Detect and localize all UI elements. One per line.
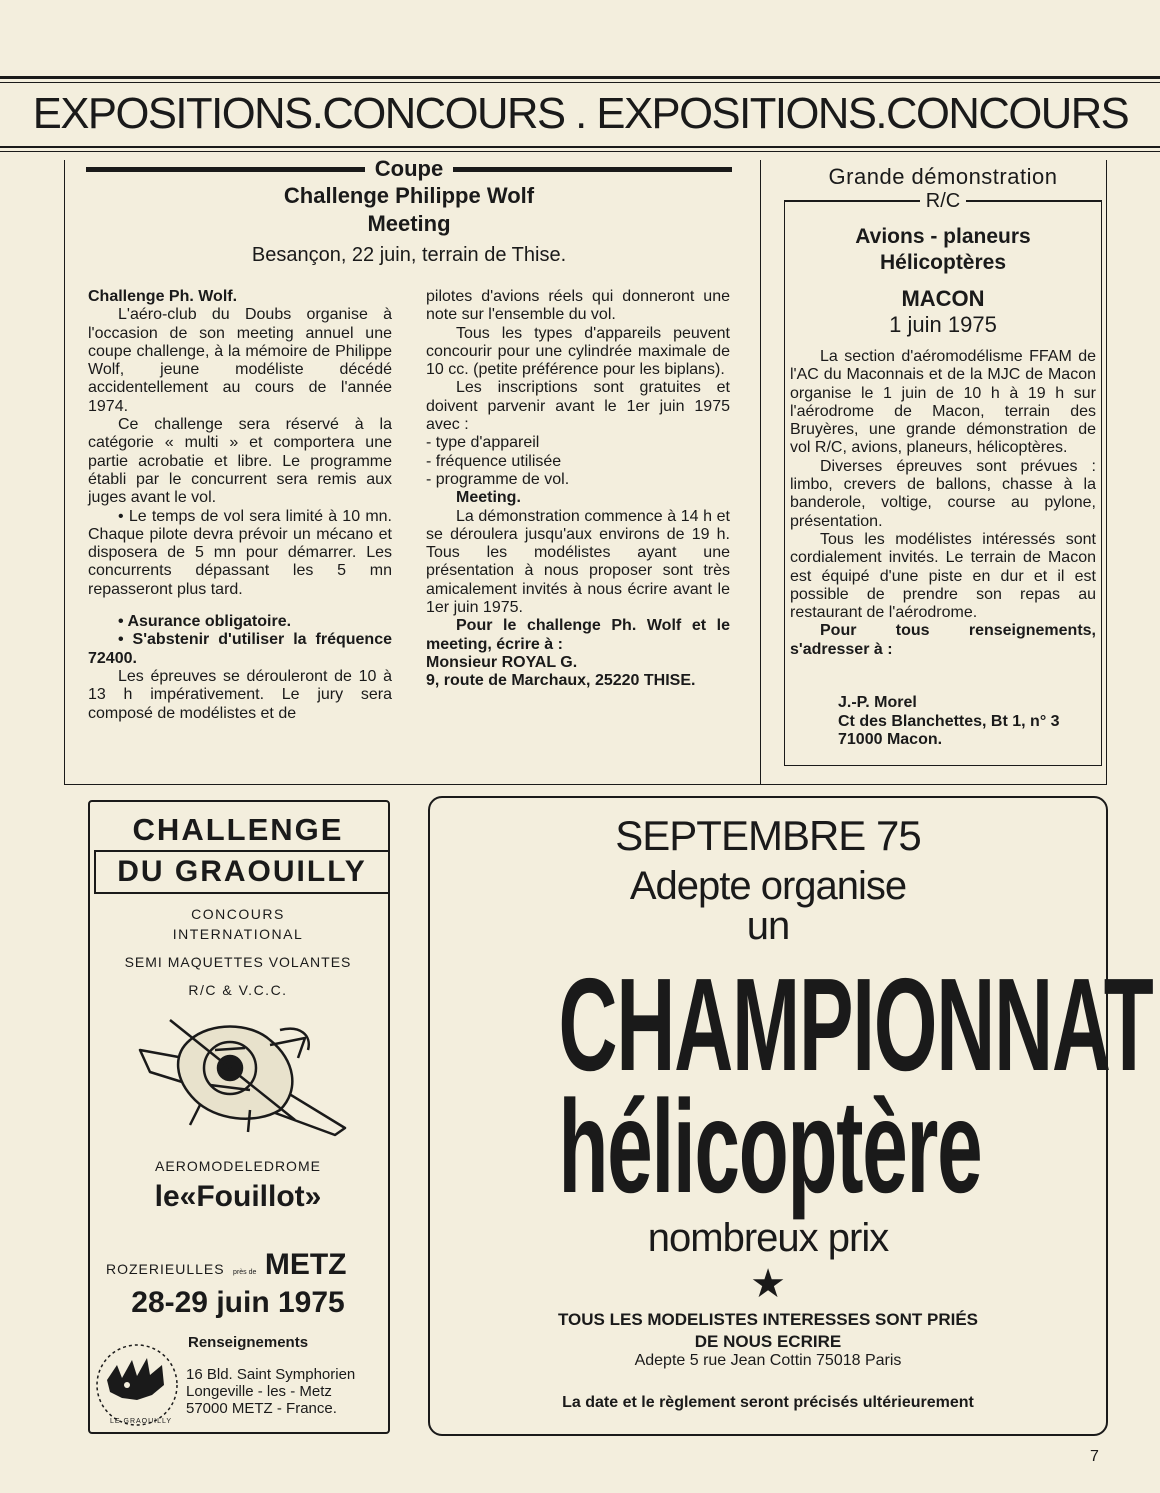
paragraph: Tous les modélistes intéressés sont cordialement invités. Le terrain de Macon est équipé d'une piste en dur et il est possible de prendre son repas au restaurant de l'aérodrome. — [790, 530, 1096, 622]
graouilly-logo-caption: LE GRAOUILLY — [110, 1418, 173, 1425]
macon-rc: R/C — [925, 189, 961, 212]
paragraph: La démonstration commence à 14 h et se déroulera jusqu'aux environs de 19 h. Tous les modélistes ayant une présentation à nous proposer sont très amicalement invités à nous écrire avant le 1er juin 1975. — [426, 507, 730, 617]
heading-bar-left — [86, 167, 365, 172]
paragraph: • Asurance obligatoire. — [118, 613, 292, 631]
wolf-column-right — [426, 288, 730, 691]
macon-box-right — [1101, 200, 1102, 766]
graouilly-title-challenge: CHALLENGE — [132, 812, 344, 847]
section-rule-horizontal — [64, 784, 1107, 785]
graouilly-venue: AEROMODELEDROME — [155, 1158, 321, 1174]
adepte-tous: TOUS LES MODELISTES INTERESSES SONT PRIÉS — [557, 1310, 979, 1329]
macon-body — [790, 348, 1096, 659]
graouilly-address — [186, 1366, 355, 1417]
heading-bar-right — [453, 167, 732, 172]
adepte-organise: Adepte organise — [629, 864, 907, 908]
adepte-address: Adepte 5 rue Jean Cottin 75018 Paris — [634, 1352, 902, 1369]
macon-title-avions: Avions - planeurs — [855, 225, 1031, 248]
paragraph: L'aéro-club du Doubs organise à l'occasion de son meeting annuel une coupe challenge, à la mémoire de Philippe Wolf, jeune modéliste décédé accidentellement au cours de l'année 1974. — [88, 306, 392, 415]
macon-box-bottom — [784, 765, 1102, 766]
graouilly-logo — [92, 1340, 182, 1430]
graouilly-title-name: DU GRAOUILLY — [117, 855, 367, 888]
rc-bar-right — [966, 200, 1102, 202]
adepte-ecrire: DE NOUS ECRIRE — [694, 1332, 842, 1351]
graouilly-concours: CONCOURS — [191, 906, 285, 922]
adepte-septembre: SEPTEMBRE 75 — [615, 812, 921, 859]
paragraph: Ce challenge sera réservé à la catégorie « multi » et comportera une partie acrobatie et libre. Le programme établi par le concurrent sera remis aux juges avant le vol. — [88, 416, 392, 507]
paragraph: • Le temps de vol sera limité à 10 mn. Chaque pilote devra prévoir un mécano et disposera de 5 mn pour démarrer. Les concurrents dépassant les 5 mn repasseront plus tard. — [88, 507, 392, 598]
wolf-heading-challenge: Challenge Philippe Wolf — [283, 183, 535, 208]
paragraph: Monsieur ROYAL G. — [426, 653, 578, 671]
paragraph: pilotes d'avions réels qui donneront une note sur l'ensemble du vol. — [426, 288, 730, 324]
column-rule-middle — [760, 160, 761, 785]
graouilly-rc: R/C & V.C.C. — [188, 982, 288, 998]
graouilly-renseignements: Renseignements — [188, 1334, 309, 1351]
adepte-prix: nombreux prix — [647, 1216, 889, 1260]
paragraph: - type d'appareil — [426, 434, 540, 452]
macon-heading: Grande démonstration — [828, 164, 1058, 189]
banner-rule-bottom-thin — [0, 151, 1160, 152]
paragraph: - programme de vol. — [426, 470, 570, 488]
macon-title-helicopteres: Hélicoptères — [879, 251, 1007, 274]
wolf-article — [86, 156, 732, 268]
adepte-un: un — [746, 904, 790, 948]
graouilly-fouillot: le«Fouillot» — [154, 1180, 322, 1213]
graouilly-location — [106, 1248, 382, 1282]
paragraph: Challenge Ph. Wolf. — [88, 288, 238, 305]
macon-address — [838, 694, 1060, 750]
graouilly-town: ROZERIEULLES — [106, 1261, 225, 1277]
paragraph: Pour tous renseignements, s'adresser à : — [790, 622, 1096, 658]
page-number: 7 — [1090, 1448, 1099, 1465]
paragraph: Les épreuves se dérouleront de 10 à 13 h impérativement. Le jury sera composé de modélistes et de — [88, 667, 392, 722]
paragraph: 9, route de Marchaux, 25220 THISE. — [426, 672, 696, 690]
graouilly-pres: près de — [233, 1269, 257, 1276]
rc-bar-left — [784, 200, 920, 202]
banner-rule-bottom — [0, 146, 1160, 148]
graouilly-semi: SEMI MAQUETTES VOLANTES — [124, 954, 352, 970]
adepte-note: La date et le règlement seront précisés ultérieurement — [562, 1394, 974, 1411]
paragraph: La section d'aéromodélisme FFAM de l'AC du Maconnais et de la MJC de Macon organise le 1 juin de 10 h à 19 h sur l'aérodrome de Macon, terrain des Bruyères, une grande démonstration de vol R/C, avions, planeurs, hélicoptères. — [790, 348, 1096, 457]
wolf-heading-meeting: Meeting — [367, 211, 451, 236]
star-icon: ★ — [750, 1261, 786, 1307]
macon-date: 1 juin 1975 — [889, 312, 997, 337]
graouilly-title-du — [94, 850, 388, 894]
column-rule-left — [64, 160, 65, 785]
paragraph: Pour le challenge Ph. Wolf et le meeting, écrire à : — [426, 617, 730, 653]
wolf-subtitle: Besançon, 22 juin, terrain de Thise. — [251, 244, 567, 266]
macon-article — [784, 164, 1102, 338]
graouilly-international: INTERNATIONAL — [172, 926, 304, 942]
top-rule-thick — [0, 76, 1160, 79]
adepte-championnat-wrap — [430, 951, 1153, 1098]
graouilly-address-line: 16 Bld. Saint Symphorien — [186, 1366, 356, 1383]
adepte-helicoptere: hélicoptère — [558, 1073, 982, 1220]
section-banner: EXPOSITIONS.CONCOURS . EXPOSITIONS.CONCOURS — [32, 89, 1129, 138]
aircraft-illustration — [130, 1010, 360, 1140]
macon-address-line: 71000 Macon. — [838, 731, 943, 748]
wolf-heading-bar — [86, 156, 732, 182]
graouilly-address-line: 57000 METZ - France. — [186, 1400, 337, 1417]
paragraph: Les inscriptions sont gratuites et doivent parvenir avant le 1er juin 1975 avec : — [426, 379, 730, 434]
graouilly-metz: METZ — [264, 1248, 347, 1281]
paragraph: Tous les types d'appareils peuvent concourir pour une cylindrée maximale de 10 cc. (petite préférence pour les biplans). — [426, 324, 730, 379]
wolf-heading-coupe: Coupe — [374, 156, 444, 181]
graouilly-dates: 28-29 juin 1975 — [131, 1286, 345, 1319]
paragraph: Diverses épreuves sont prévues : limbo, crevers de ballons, chasse à la banderole, voltige, course au pylone, présentation. — [790, 457, 1096, 530]
adepte-helicoptere-wrap — [430, 1073, 1106, 1220]
macon-box-left — [784, 200, 785, 766]
macon-address-line: J.-P. Morel — [838, 694, 917, 711]
adepte-championnat: CHAMPIONNAT — [558, 951, 1153, 1098]
paragraph: - fréquence utilisée — [426, 452, 562, 470]
macon-address-line: Ct des Blanchettes, Bt 1, n° 3 — [838, 712, 1060, 730]
paragraph — [88, 599, 392, 613]
paragraph: Meeting. — [456, 489, 521, 507]
macon-rc-bar — [784, 190, 1102, 212]
macon-city: MACON — [901, 286, 985, 311]
top-rule-thin — [0, 82, 1160, 83]
column-rule-right — [1106, 160, 1107, 785]
graouilly-address-line: Longeville - les - Metz — [186, 1383, 332, 1400]
wolf-column-left — [88, 288, 392, 723]
paragraph: • S'abstenir d'utiliser la fréquence 72400. — [88, 631, 392, 667]
